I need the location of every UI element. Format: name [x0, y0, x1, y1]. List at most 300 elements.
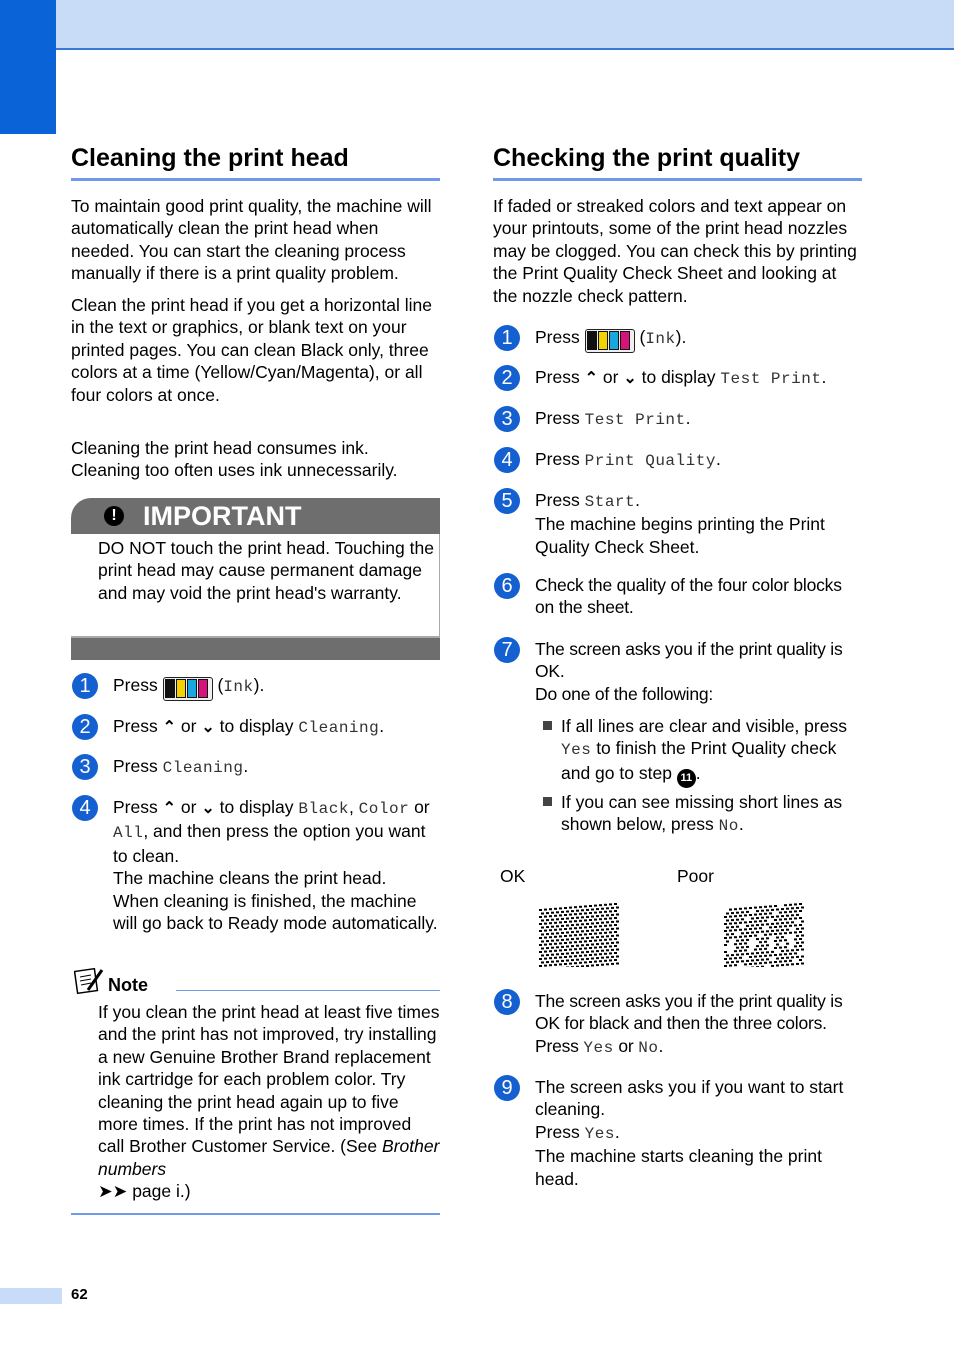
nozzle-dash — [741, 918, 744, 920]
nozzle-dash — [774, 940, 777, 942]
step-number: 6 — [494, 573, 520, 599]
nozzle-dash — [751, 925, 754, 927]
nozzle-dash — [766, 909, 769, 911]
nozzle-dash — [576, 938, 579, 940]
nozzle-dash — [574, 906, 577, 908]
nozzle-dash — [799, 938, 802, 940]
nozzle-dash — [559, 914, 562, 916]
nozzle-dash — [751, 967, 754, 968]
nozzle-dash — [599, 960, 602, 962]
nozzle-dash — [561, 918, 564, 920]
nozzle-dash — [616, 921, 619, 923]
nozzle-dash — [539, 958, 542, 960]
nozzle-dash — [784, 939, 787, 941]
sample-label-ok: OK — [500, 866, 526, 886]
nozzle-dash — [751, 918, 754, 920]
nozzle-dash — [756, 931, 759, 933]
nozzle-dash — [799, 931, 802, 933]
nozzle-dash — [746, 953, 749, 955]
nozzle-dash — [741, 953, 744, 955]
nozzle-dash — [539, 937, 542, 939]
nozzle-dash — [724, 916, 727, 918]
nozzle-dash — [596, 929, 599, 931]
nozzle-dash — [571, 966, 574, 967]
nozzle-dash — [599, 925, 602, 927]
nozzle-dash — [779, 947, 782, 949]
nozzle-dash — [551, 919, 554, 921]
note-pencil-icon — [74, 966, 104, 996]
nozzle-dash — [764, 913, 767, 915]
nozzle-dash — [731, 954, 734, 956]
nozzle-dash — [744, 928, 747, 930]
nozzle-dash — [564, 921, 567, 923]
nozzle-dash — [569, 928, 572, 930]
nozzle-dash — [801, 935, 804, 937]
nozzle-dash — [786, 922, 789, 924]
nozzle-dash — [726, 955, 729, 957]
nozzle-dash — [729, 958, 732, 960]
nozzle-dash — [764, 948, 767, 950]
nozzle-dash — [791, 963, 794, 965]
nozzle-dash — [554, 950, 557, 952]
nozzle-dash — [754, 928, 757, 930]
nozzle-dash — [581, 930, 584, 932]
nozzle-dash — [569, 914, 572, 916]
important-title: IMPORTANT — [143, 501, 302, 531]
nozzle-dash — [576, 931, 579, 933]
nozzle-dash — [746, 946, 749, 948]
nozzle-dash — [576, 945, 579, 947]
nozzle-dash — [799, 917, 802, 919]
divider — [71, 1213, 440, 1215]
nozzle-dash — [589, 912, 592, 914]
nozzle-dash — [556, 953, 559, 955]
nozzle-dash — [564, 907, 567, 909]
step-text: Check the quality of the four color blocks on the sheet. — [535, 575, 842, 618]
nozzle-dash — [551, 926, 554, 928]
nozzle-dash — [784, 953, 787, 955]
nozzle-dash — [754, 914, 757, 916]
nozzle-dash — [744, 935, 747, 937]
nozzle-dash — [764, 934, 767, 936]
section-title-quality: Checking the print quality — [493, 144, 800, 172]
nozzle-dash — [586, 944, 589, 946]
nozzle-dash — [574, 913, 577, 915]
nozzle-dash — [781, 936, 784, 938]
nozzle-dash — [599, 904, 602, 906]
nozzle-dash — [616, 963, 619, 965]
nozzle-dash — [589, 954, 592, 956]
nozzle-dash — [551, 912, 554, 914]
nozzle-dash — [794, 931, 797, 933]
nozzle-dash — [766, 916, 769, 918]
nozzle-dash — [556, 911, 559, 913]
nozzle-dash — [801, 907, 804, 909]
nozzle-dash — [799, 910, 802, 912]
nozzle-dash — [599, 918, 602, 920]
nozzle-dash — [776, 944, 779, 946]
nozzle-dash — [591, 916, 594, 918]
nozzle-dash — [554, 915, 557, 917]
step-number: 2 — [494, 365, 520, 391]
divider — [439, 534, 440, 640]
nozzle-dash — [541, 920, 544, 922]
nozzle-dash — [561, 911, 564, 913]
nozzle-dash — [761, 917, 764, 919]
nozzle-dash — [751, 932, 754, 934]
nozzle-dash — [751, 953, 754, 955]
nozzle-dash — [786, 957, 789, 959]
step-ref-badge: 11 — [677, 769, 696, 788]
nozzle-dash — [796, 914, 799, 916]
nozzle-dash — [739, 950, 742, 952]
nozzle-dash — [571, 931, 574, 933]
nozzle-dash — [781, 964, 784, 966]
nozzle-dash — [749, 914, 752, 916]
nozzle-dash — [739, 957, 742, 959]
nozzle-dash — [801, 963, 804, 965]
nozzle-dash — [586, 909, 589, 911]
nozzle-dash — [741, 932, 744, 934]
nozzle-dash — [601, 915, 604, 917]
nozzle-dash — [569, 921, 572, 923]
nozzle-dash — [796, 963, 799, 965]
nozzle-dash — [604, 918, 607, 920]
nozzle-dash — [609, 924, 612, 926]
nozzle-dash — [584, 940, 587, 942]
nozzle-dash — [736, 919, 739, 921]
step-number: 9 — [494, 1075, 520, 1101]
important-footer — [71, 636, 440, 660]
nozzle-dash — [744, 921, 747, 923]
nozzle-dash — [546, 954, 549, 956]
nozzle-dash — [586, 937, 589, 939]
nozzle-dash — [799, 945, 802, 947]
nozzle-dash — [581, 958, 584, 960]
nozzle-dash — [741, 939, 744, 941]
step-text: The screen asks you if the print quality is OK. Do one of the following: — [535, 639, 843, 704]
nozzle-dash — [749, 956, 752, 958]
nozzle-dash — [541, 962, 544, 964]
nozzle-dash — [756, 910, 759, 912]
nozzle-dash — [584, 912, 587, 914]
nozzle-dash — [796, 928, 799, 930]
nozzle-dash — [794, 910, 797, 912]
nozzle-dash — [541, 913, 544, 915]
nozzle-dash — [599, 946, 602, 948]
nozzle-dash — [794, 903, 797, 905]
nozzle-dash — [556, 925, 559, 927]
nozzle-pattern-poor — [724, 903, 808, 967]
nozzle-dash — [586, 958, 589, 960]
nozzle-dash — [579, 920, 582, 922]
nozzle-dash — [541, 927, 544, 929]
nozzle-dash — [596, 943, 599, 945]
nozzle-dash — [581, 965, 584, 967]
nozzle-dash — [544, 923, 547, 925]
nozzle-dash — [611, 935, 614, 937]
nozzle-dash — [604, 911, 607, 913]
bullet-text: If you can see missing short lines as shown below, press No. — [561, 792, 843, 836]
nozzle-dash — [604, 946, 607, 948]
nozzle-dash — [559, 921, 562, 923]
nozzle-dash — [781, 950, 784, 952]
nozzle-dash — [586, 930, 589, 932]
nozzle-dash — [746, 925, 749, 927]
bullet-text: If all lines are clear and visible, press Yes to finish the Print Quality check and go to step 11 . — [561, 715, 866, 788]
nozzle-dash — [756, 952, 759, 954]
nozzle-dash — [744, 914, 747, 916]
nozzle-dash — [574, 941, 577, 943]
nozzle-dash — [729, 909, 732, 911]
nozzle-dash — [561, 925, 564, 927]
nozzle-dash — [796, 949, 799, 951]
nozzle-dash — [769, 961, 772, 963]
chevron-down-icon: ⌄ — [201, 719, 215, 736]
nozzle-dash — [546, 933, 549, 935]
nozzle-dash — [776, 930, 779, 932]
step-text: Press ⌃ or ⌄ to display Test Print. — [535, 366, 865, 390]
nozzle-dash — [776, 965, 779, 967]
nozzle-dash — [541, 948, 544, 950]
nozzle-dash — [569, 942, 572, 944]
nozzle-dash — [596, 964, 599, 966]
nozzle-dash — [584, 905, 587, 907]
nozzle-dash — [551, 940, 554, 942]
nozzle-dash — [554, 943, 557, 945]
nozzle-dash — [754, 956, 757, 958]
nozzle-dash — [741, 960, 744, 962]
nozzle-dash — [584, 961, 587, 963]
nozzle-dash — [781, 908, 784, 910]
step-text: Press (Ink). — [535, 326, 865, 353]
nozzle-dash — [741, 946, 744, 948]
nozzle-dash — [554, 929, 557, 931]
nozzle-dash — [774, 954, 777, 956]
nozzle-dash — [574, 955, 577, 957]
nozzle-dash — [566, 939, 569, 941]
nozzle-dash — [749, 928, 752, 930]
nozzle-dash — [604, 939, 607, 941]
nozzle-dash — [739, 943, 742, 945]
important-body: DO NOT touch the print head. Touching the print head may cause permanent damage and may void the print head's warranty. — [98, 538, 434, 603]
nozzle-dash — [734, 908, 737, 910]
nozzle-dash — [584, 919, 587, 921]
nozzle-dash — [566, 946, 569, 948]
step-text: Press (Ink). — [113, 674, 443, 701]
nozzle-dash — [734, 943, 737, 945]
nozzle-dash — [749, 935, 752, 937]
nozzle-dash — [779, 933, 782, 935]
nozzle-dash — [771, 951, 774, 953]
nozzle-dash — [599, 932, 602, 934]
nozzle-dash — [729, 937, 732, 939]
nozzle-dash — [799, 903, 802, 905]
nozzle-dash — [551, 961, 554, 963]
nozzle-dash — [554, 957, 557, 959]
nozzle-dash — [576, 917, 579, 919]
paragraph: Cleaning the print head consumes ink. Cleaning too often uses ink unnecessarily. — [71, 438, 398, 481]
nozzle-dash — [611, 914, 614, 916]
nozzle-dash — [776, 937, 779, 939]
nozzle-dash — [601, 922, 604, 924]
nozzle-dash — [754, 935, 757, 937]
nozzle-dash — [779, 961, 782, 963]
nozzle-dash — [761, 938, 764, 940]
nozzle-dash — [606, 921, 609, 923]
step-text: Press Cleaning. — [113, 756, 249, 777]
nozzle-dash — [744, 963, 747, 965]
nozzle-dash — [544, 965, 547, 967]
nozzle-dash — [544, 958, 547, 960]
step-number: 8 — [494, 989, 520, 1015]
nozzle-dash — [539, 965, 542, 967]
title-rule — [71, 178, 440, 181]
paragraph: If faded or streaked colors and text appear on your printouts, some of the print head nozzles may be clogged. You can check this by printing the Print Quality Check Sheet and looking at the nozzle check pattern. — [493, 196, 857, 306]
nozzle-dash — [566, 967, 569, 968]
nozzle-dash — [734, 957, 737, 959]
nozzle-dash — [754, 921, 757, 923]
nozzle-dash — [594, 912, 597, 914]
nozzle-dash — [729, 965, 732, 967]
step-text: The screen asks you if the print quality is OK for black and then the three colors. Press Yes or No. — [535, 991, 843, 1057]
nozzle-dash — [564, 914, 567, 916]
nozzle-dash — [614, 903, 617, 905]
nozzle-dash — [786, 950, 789, 952]
nozzle-dash — [781, 957, 784, 959]
nozzle-dash — [789, 911, 792, 913]
nozzle-dash — [764, 941, 767, 943]
nozzle-dash — [586, 923, 589, 925]
nozzle-dash — [759, 948, 762, 950]
nozzle-dash — [766, 937, 769, 939]
nozzle-dash — [734, 950, 737, 952]
nozzle-dash — [576, 952, 579, 954]
nozzle-dash — [591, 951, 594, 953]
nozzle-dash — [589, 961, 592, 963]
nozzle-dash — [759, 955, 762, 957]
nozzle-dash — [576, 966, 579, 967]
nozzle-dash — [761, 910, 764, 912]
nozzle-dash — [569, 963, 572, 965]
nozzle-dash — [554, 922, 557, 924]
nozzle-dash — [594, 933, 597, 935]
nozzle-dash — [756, 938, 759, 940]
nozzle-dash — [724, 965, 727, 967]
ink-button-icon — [163, 677, 213, 701]
nozzle-dash — [744, 949, 747, 951]
nozzle-dash — [544, 930, 547, 932]
nozzle-dash — [549, 957, 552, 959]
title-rule — [493, 178, 862, 181]
nozzle-dash — [584, 926, 587, 928]
nozzle-dash — [616, 956, 619, 958]
nozzle-dash — [746, 932, 749, 934]
nozzle-dash — [594, 961, 597, 963]
nozzle-dash — [551, 947, 554, 949]
nozzle-dash — [736, 912, 739, 914]
nozzle-dash — [614, 931, 617, 933]
nozzle-dash — [734, 964, 737, 966]
nozzle-dash — [734, 929, 737, 931]
nozzle-dash — [799, 924, 802, 926]
nozzle-dash — [604, 904, 607, 906]
nozzle-dash — [614, 938, 617, 940]
nozzle-dash — [601, 929, 604, 931]
nozzle-dash — [546, 947, 549, 949]
nozzle-dash — [594, 905, 597, 907]
nozzle-dash — [594, 954, 597, 956]
nozzle-dash — [541, 955, 544, 957]
bullet-square-icon — [543, 797, 552, 806]
nozzle-dash — [589, 919, 592, 921]
nozzle-dash — [789, 932, 792, 934]
nozzle-dash — [594, 926, 597, 928]
nozzle-dash — [571, 910, 574, 912]
nozzle-dash — [569, 907, 572, 909]
nozzle-dash — [554, 936, 557, 938]
nozzle-dash — [729, 930, 732, 932]
nozzle-dash — [756, 966, 759, 967]
nozzle-dash — [739, 936, 742, 938]
nozzle-dash — [566, 932, 569, 934]
nozzle-dash — [726, 927, 729, 929]
step-number: 4 — [494, 447, 520, 473]
chevron-up-icon: ⌃ — [162, 719, 177, 736]
nozzle-dash — [584, 947, 587, 949]
nozzle-dash — [791, 907, 794, 909]
nozzle-dash — [569, 956, 572, 958]
nozzle-dash — [566, 918, 569, 920]
nozzle-dash — [606, 935, 609, 937]
nozzle-dash — [614, 945, 617, 947]
nozzle-dash — [756, 945, 759, 947]
nozzle-dash — [789, 960, 792, 962]
nozzle-dash — [606, 928, 609, 930]
nozzle-dash — [731, 919, 734, 921]
nozzle-dash — [754, 949, 757, 951]
nozzle-dash — [599, 911, 602, 913]
nozzle-dash — [771, 965, 774, 967]
nozzle-dash — [591, 930, 594, 932]
nozzle-dash — [599, 953, 602, 955]
nozzle-dash — [749, 907, 752, 909]
nozzle-dash — [611, 942, 614, 944]
nozzle-dash — [734, 936, 737, 938]
nozzle-dash — [611, 928, 614, 930]
step-text: Press Start. The machine begins printing the Print Quality Check Sheet. — [535, 490, 825, 557]
nozzle-dash — [749, 963, 752, 965]
nozzle-dash — [786, 943, 789, 945]
nozzle-dash — [741, 911, 744, 913]
header-bar — [56, 0, 954, 50]
nozzle-dash — [791, 949, 794, 951]
nozzle-dash — [539, 930, 542, 932]
step-number: 3 — [494, 406, 520, 432]
step-number: 2 — [72, 714, 98, 740]
nozzle-dash — [739, 915, 742, 917]
nozzle-dash — [586, 965, 589, 967]
nozzle-dash — [724, 958, 727, 960]
nozzle-dash — [784, 911, 787, 913]
nozzle-dash — [581, 937, 584, 939]
nozzle-dash — [616, 928, 619, 930]
nozzle-dash — [746, 960, 749, 962]
exclamation-icon: ! — [104, 506, 124, 526]
nozzle-dash — [766, 923, 769, 925]
nozzle-dash — [576, 959, 579, 961]
nozzle-dash — [539, 923, 542, 925]
